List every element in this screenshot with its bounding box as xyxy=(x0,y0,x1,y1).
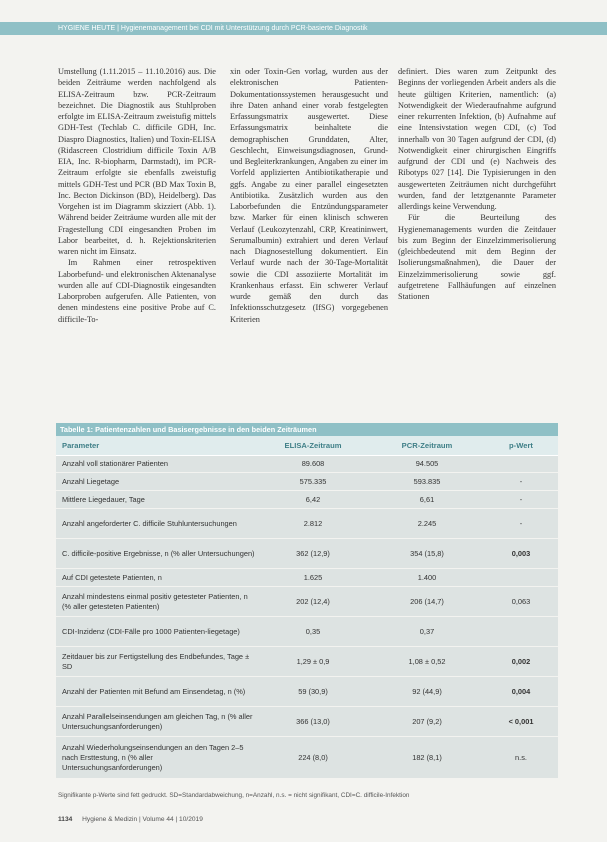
row-pvalue: - xyxy=(484,509,558,539)
row-elisa: 366 (13,0) xyxy=(256,707,370,737)
row-parameter: CDI-Inzidenz (CDI-Fälle pro 1000 Patienten-liegetage) xyxy=(56,617,256,647)
row-elisa: 362 (12,9) xyxy=(256,539,370,569)
text-column-3 xyxy=(398,66,556,302)
row-pvalue: n.s. xyxy=(484,737,558,779)
table-row xyxy=(56,473,558,491)
row-parameter: Anzahl voll stationärer Patienten xyxy=(56,456,256,473)
row-parameter: Auf CDI getestete Patienten, n xyxy=(56,569,256,587)
row-pcr: 206 (14,7) xyxy=(370,587,484,617)
row-elisa: 0,35 xyxy=(256,617,370,647)
row-pcr: 0,37 xyxy=(370,617,484,647)
table-row xyxy=(56,456,558,473)
row-parameter: Anzahl der Patienten mit Befund am Einsendetag, n (%) xyxy=(56,677,256,707)
row-pcr: 94.505 xyxy=(370,456,484,473)
header-elisa: ELISA-Zeitraum xyxy=(256,436,370,456)
table-row xyxy=(56,707,558,737)
row-pcr: 1,08 ± 0,52 xyxy=(370,647,484,677)
table-row xyxy=(56,491,558,509)
journal-header-bar xyxy=(0,22,607,35)
row-pcr: 6,61 xyxy=(370,491,484,509)
header-pvalue: p-Wert xyxy=(484,436,558,456)
page-number: 1134 xyxy=(58,816,73,823)
header-parameter: Parameter xyxy=(56,436,256,456)
table-row xyxy=(56,647,558,677)
header-pcr: PCR-Zeitraum xyxy=(370,436,484,456)
row-elisa: 89.608 xyxy=(256,456,370,473)
row-parameter: Zeitdauer bis zur Fertigstellung des Endbefundes, Tage ± SD xyxy=(56,647,256,677)
row-pvalue: 0,002 xyxy=(484,647,558,677)
row-elisa: 59 (30,9) xyxy=(256,677,370,707)
row-pcr: 1.400 xyxy=(370,569,484,587)
text-column-2 xyxy=(230,66,388,325)
row-pvalue: < 0,001 xyxy=(484,707,558,737)
paragraph: Im Rahmen einer retrospektiven Laborbefund- und elektronischen Aktenanalyse wurden alle auf CDI-Diagnostik eingesandten Laborproben aufgerufen. Alle Patienten, von denen mindestens eine positive Probe auf C. difficile-To- xyxy=(58,258,216,324)
row-pvalue: - xyxy=(484,491,558,509)
row-pvalue xyxy=(484,456,558,473)
paragraph: Umstellung (1.11.2015 – 11.10.2016) aus. Die beiden Zeiträume werden nachfolgend als ELISA-Zeitraum bzw. PCR-Zeitraum bezeichnet. Die Diagnostik aus Stuhlproben erfolgte im ELISA-Zeitraum zweistufig mittels GDH-Test (Techlab C. difficile GDH, Inc. Diaspro Diagnostics, Italien) und Toxin-ELISA (Ridascreen Clostridium difficile Toxin A/B EIA, Inc. R-biopharm, Darmstadt), im PCR-Zeitraum erfolgte sie ebenfalls zweistufig mittels GDH-Test und PCR (BD Max Toxin B, Inc. Becton Dickinson (BD), Heidelberg). Das Vorgehen ist im Diagramm skizziert (Abb. 1). Während beider Zeiträume wurden alle mit der Fragestellung CDI eingesandten Proben im Labor bearbeitet, d. h. Rejektionskriterien waren nicht im Einsatz. xyxy=(58,67,216,256)
table-row xyxy=(56,539,558,569)
page-footer xyxy=(58,816,203,823)
table-row xyxy=(56,587,558,617)
table-row xyxy=(56,617,558,647)
table-caption: Tabelle 1: Patientenzahlen und Basisergebnisse in den beiden Zeiträumen xyxy=(56,423,558,436)
table-row xyxy=(56,677,558,707)
results-table xyxy=(56,423,558,779)
row-elisa: 2.812 xyxy=(256,509,370,539)
row-pcr: 92 (44,9) xyxy=(370,677,484,707)
row-elisa: 202 (12,4) xyxy=(256,587,370,617)
row-parameter: Anzahl mindestens einmal positiv getesteter Patienten, n (% aller getesteten Patienten) xyxy=(56,587,256,617)
row-elisa: 224 (8,0) xyxy=(256,737,370,779)
row-pcr: 593.835 xyxy=(370,473,484,491)
table-header-row xyxy=(56,436,558,456)
row-pvalue: - xyxy=(484,473,558,491)
header-title: HYGIENE HEUTE | Hygienemanagement bei CDI mit Unterstützung durch PCR-basierte Diagnostik xyxy=(58,25,368,32)
row-pcr: 2.245 xyxy=(370,509,484,539)
row-parameter: Anzahl angeforderter C. difficile Stuhluntersuchungen xyxy=(56,509,256,539)
row-elisa: 6,42 xyxy=(256,491,370,509)
row-pcr: 182 (8,1) xyxy=(370,737,484,779)
row-pvalue: 0,003 xyxy=(484,539,558,569)
table-row xyxy=(56,509,558,539)
paragraph: Für die Beurteilung des Hygienemanagements wurden die Zeitdauer bis zum Beginn der Einzelzimmerisolierung (gleichbedeutend mit dem Beginn der Isolierungsmaßnahmen), die Dauer der Einzelzimmerisolierung sowie ggf. aufgetretene Fallhäufungen auf einzelnen Stationen xyxy=(398,213,556,301)
row-pvalue xyxy=(484,569,558,587)
text-column-1 xyxy=(58,66,216,325)
row-pcr: 207 (9,2) xyxy=(370,707,484,737)
journal-citation: Hygiene & Medizin | Volume 44 | 10/2019 xyxy=(82,816,203,823)
row-pvalue: 0,063 xyxy=(484,587,558,617)
table-row xyxy=(56,569,558,587)
row-parameter: C. difficile-positive Ergebnisse, n (% aller Untersuchungen) xyxy=(56,539,256,569)
row-parameter: Anzahl Liegetage xyxy=(56,473,256,491)
paragraph: xin oder Toxin-Gen vorlag, wurden aus der elektronischen Patienten-Dokumentationssystemen herausgesucht und ihre Daten anhand einer vorab festgelegten Erfassungsmatrix ausgewertet. Diese Erfassungsmatrix beinhaltete die demographischen Grunddaten, Alter, Geschlecht, Einweisungsdiagnosen, Grund- und Begleiterkrankungen, Angaben zu einer im Vorfeld applizierten Antibiotikatherapie und ggfs. Angabe zu einer parallel eingesetzten Antibiotika. Zusätzlich wurden aus den Laborbefunden die Entzündungsparameter bzw. Marker für einen klinisch schweren Verlauf (Leukozytenzahl, CRP, Kreatininwert, Serumalbumin) extrahiert und deren Verlauf nach Diagnosestellung dokumentiert. Ein Verlauf wurde nach der 30-Tage-Mortalität sowie die CDI assoziierte Mortalität im Krankenhaus erfasst. Ein schwerer Verlauf wurde gemäß den durch das Infektionsschutzgesetz (IfSG) vorgegebenen Kriterien xyxy=(230,67,388,324)
table-footnote: Signifikante p-Werte sind fett gedruckt. SD=Standardabweichung, n=Anzahl, n.s. = nicht signifikant, CDI=C. difficile-Infektion xyxy=(58,792,410,799)
row-elisa: 1.625 xyxy=(256,569,370,587)
table-grid xyxy=(56,436,558,779)
row-elisa: 575.335 xyxy=(256,473,370,491)
paragraph: definiert. Dies waren zum Zeitpunkt des Beginns der vorliegenden Arbeit anders als die heute gültigen Kriterien, namentlich: (a) Notwendigkeit der Wiederaufnahme aufgrund einer rekurrenten Infektion, (b) Aufnahme auf eine Intensivstation wegen CDI, (c) Tod innerhalb von 30 Tagen aufgrund der CDI, (d) Notwendigkeit einer chirurgischen Eingriffs aufgrund der CDI und (e) Nachweis des Ribotyps 027 [14]. Die Typisierungen in den ausgewerteten Zeiträumen nicht durchgeführt wurden, fand der letztgenannte Parameter allerdings keine Verwendung. xyxy=(398,67,556,211)
row-parameter: Anzahl Parallelseinsendungen am gleichen Tag, n (% aller Untersuchungsanforderungen) xyxy=(56,707,256,737)
table-row xyxy=(56,737,558,779)
row-elisa: 1,29 ± 0,9 xyxy=(256,647,370,677)
row-pcr: 354 (15,8) xyxy=(370,539,484,569)
row-parameter: Mittlere Liegedauer, Tage xyxy=(56,491,256,509)
row-pvalue xyxy=(484,617,558,647)
row-parameter: Anzahl Wiederholungseinsendungen an den Tagen 2–5 nach Ersttestung, n (% aller Untersuchungsanforderungen) xyxy=(56,737,256,779)
row-pvalue: 0,004 xyxy=(484,677,558,707)
